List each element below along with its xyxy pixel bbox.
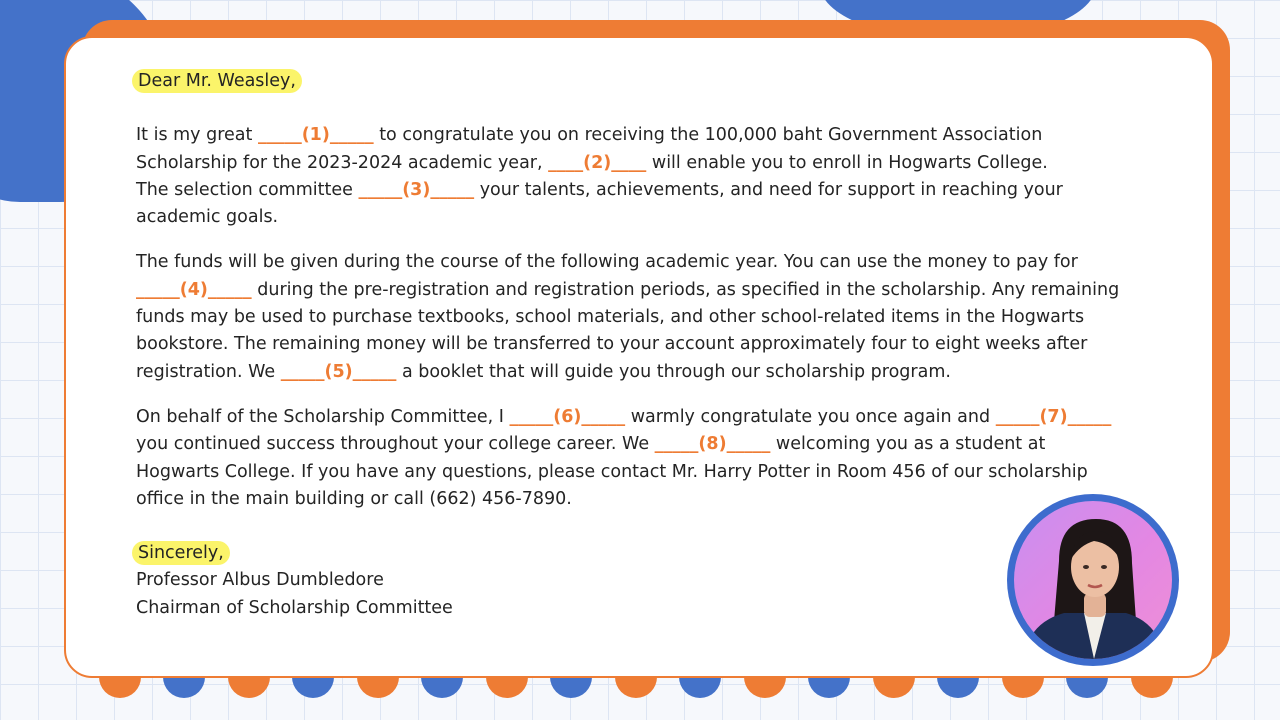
- letter-body: [136, 68, 1146, 622]
- p3-text-3: you continued success throughout your college career. We: [136, 434, 655, 455]
- p3-text-5: Hogwarts College. If you have any questions, please contact Mr. Harry Potter in Room 456 of our scholarship: [136, 461, 1088, 482]
- blank-5: _____(5)_____: [280, 361, 397, 382]
- p1-text-7: academic goals.: [136, 207, 279, 228]
- p1-text-5: The selection committee: [136, 179, 359, 200]
- signer-title: Chairman of Scholarship Committee: [136, 597, 453, 618]
- presenter-avatar: [1007, 494, 1179, 666]
- presenter-avatar-icon: [1014, 501, 1172, 659]
- p1-text-2: to congratulate you on receiving the 100,000 baht Government Association: [373, 125, 1043, 146]
- blank-2: ____(2)____: [548, 152, 647, 173]
- paragraph-2: [136, 249, 1146, 385]
- blank-4: _____(4)_____: [136, 279, 252, 300]
- p3-text-1: On behalf of the Scholarship Committee, I: [136, 406, 510, 427]
- blank-3: _____(3)_____: [358, 179, 475, 200]
- p2-text-5: registration. We: [136, 361, 281, 382]
- p1-text-4: will enable you to enroll in Hogwarts College.: [646, 152, 1048, 173]
- p1-text-6: your talents, achievements, and need for support in reaching your: [474, 179, 1063, 200]
- blank-8: _____(8)_____: [654, 434, 771, 455]
- blank-1: _____(1)_____: [257, 125, 374, 146]
- signature-block: [136, 540, 1146, 622]
- p1-text-1: It is my great: [136, 125, 258, 146]
- greeting: [136, 68, 1146, 95]
- blank-7: _____(7)_____: [995, 406, 1112, 427]
- closing: [136, 540, 1146, 567]
- blank-6: _____(6)_____: [509, 406, 626, 427]
- p3-text-4: welcoming you as a student at: [770, 434, 1046, 455]
- presenter-illustration: [1014, 501, 1172, 659]
- p2-text-6: a booklet that will guide you through our scholarship program.: [396, 361, 951, 382]
- p3-text-2: warmly congratulate you once again and: [625, 406, 996, 427]
- p2-text-2: during the pre-registration and registration periods, as specified in the scholarship. Any remaining: [251, 279, 1120, 300]
- p2-text-4: bookstore. The remaining money will be transferred to your account approximately four to eight weeks after: [136, 334, 1088, 355]
- paragraph-1: [136, 122, 1146, 231]
- signer-name: Professor Albus Dumbledore: [136, 570, 384, 591]
- closing-highlight: Sincerely,: [132, 541, 230, 565]
- paragraph-3: [136, 404, 1146, 513]
- greeting-highlight: Dear Mr. Weasley,: [132, 69, 302, 93]
- p2-text-1: The funds will be given during the course of the following academic year. You can use the money to pay for: [136, 252, 1078, 273]
- p3-text-6: office in the main building or call (662) 456-7890.: [136, 488, 572, 509]
- p2-text-3: funds may be used to purchase textbooks, school materials, and other school-related items in the Hogwarts: [136, 307, 1085, 328]
- p1-text-3: Scholarship for the 2023-2024 academic year,: [136, 152, 549, 173]
